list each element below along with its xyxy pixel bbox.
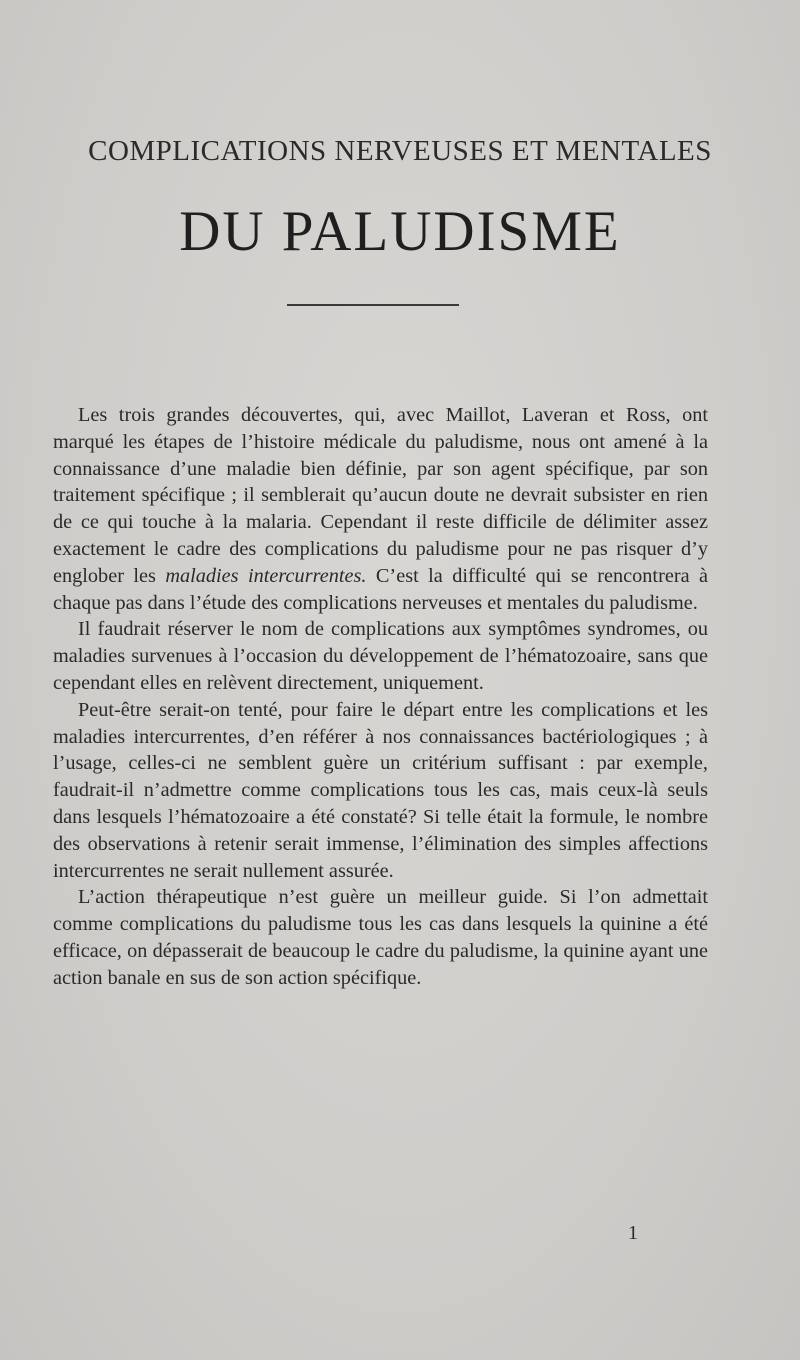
paragraph-2: Il faudrait réserver le nom de complications aux symptômes syndromes, ou maladies survenues à l’occasion du développement de l’hématozoaire, sans que cependant elles en relèvent directement, uniquement. (53, 618, 708, 694)
title-divider (287, 304, 459, 306)
paragraph-1-text-b: C’est la difficulté qui se rencontrera à chaque pas dans l’étude des complications nerveuses et mentales du paludisme. (53, 564, 709, 614)
paragraph-1-text-a: Les trois grandes découvertes, qui, avec Maillot, Laveran et Ross, ont marqué les étapes de l’histoire médicale du paludisme, nous ont amené à la connaissance d’une maladie bien définie, par son agent spécifique, par son traitement spécifique ; il semblerait qu’aucun doute ne devrait subsister en rien de ce qui touche à la malaria. Cependant il reste difficile de délimiter assez exactement le cadre des complications du paludisme pour ne pas risquer d’y englober les (53, 404, 708, 587)
paragraph-4: L’action thérapeutique n’est guère un meilleur guide. Si l’on admettait comme complications du paludisme tous les cas dans lesquels la quinine a été efficace, on dépasserait de beaucoup le cadre du paludisme, la quinine ayant une action banale en sus de son action spécifique. (53, 886, 708, 989)
chapter-subtitle: COMPLICATIONS NERVEUSES ET MENTALES (88, 135, 712, 167)
paragraph-1 (53, 402, 708, 616)
paragraph-1-emphasis: maladies intercurrentes. (165, 564, 367, 587)
chapter-title: DU PALUDISME (179, 200, 621, 263)
paragraph-3: Peut-être serait-on tenté, pour faire le départ entre les complications et les maladies intercurrentes, d’en référer à nos connaissances bactériologiques ; à l’usage, celles-ci ne semblent guère un critérium suffisant : par exemple, faudrait-il n’admettre comme complications tous les cas, mais ceux-là seuls dans lesquels l’hématozoaire a été constaté? Si telle était la formule, le nombre des observations à retenir serait immense, l’élimination des simples affections intercurrentes ne serait nullement assurée. (53, 698, 708, 882)
page-number: 1 (628, 1222, 638, 1244)
body-text (53, 402, 708, 992)
